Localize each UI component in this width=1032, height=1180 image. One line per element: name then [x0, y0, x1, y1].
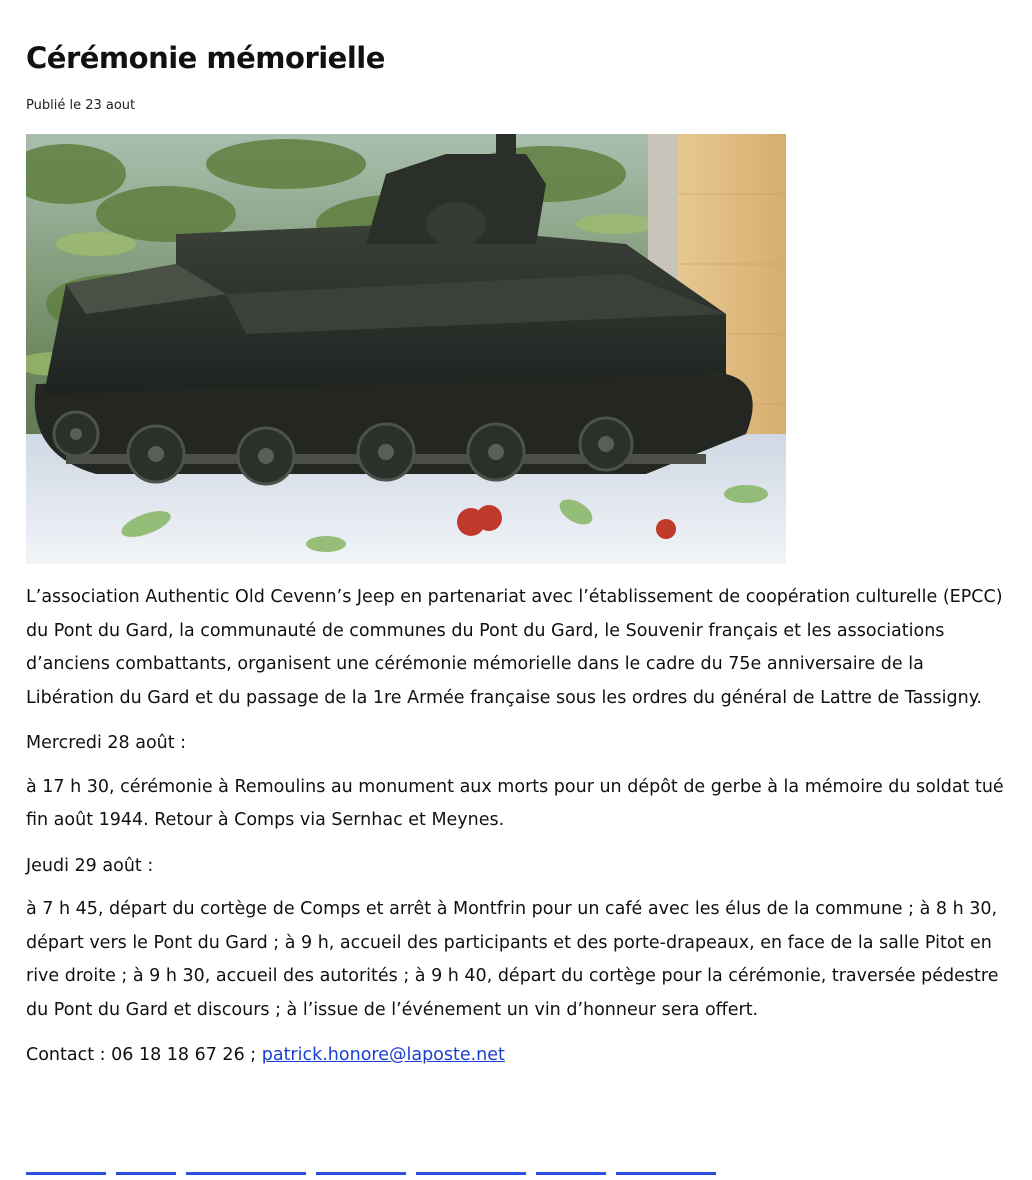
day1-heading: Mercredi 28 août :	[26, 733, 187, 753]
publish-date: Publié le 23 aout	[26, 98, 136, 113]
article	[26, 36, 1006, 1085]
article-photo	[26, 134, 786, 564]
day2-heading: Jeudi 29 août :	[26, 855, 154, 876]
day1-paragraph: à 17 h 30, cérémonie à Remoulins au monument aux morts pour un dépôt de gerbe à la mémoire du soldat tué fin août 1944. Retour à Comps via Sernhac et Meynes.	[26, 776, 1004, 830]
contact-line	[26, 1039, 1006, 1073]
tank-model-photo-icon	[26, 134, 786, 564]
contact-email-link[interactable]: patrick.honore@laposte.net	[261, 1045, 505, 1065]
article-body	[26, 581, 1006, 1073]
contact-label: Contact : 06 18 18 67 26 ;	[26, 1045, 262, 1065]
page-title: Cérémonie mémorielle	[26, 41, 385, 75]
clipped-link-line	[26, 1172, 846, 1180]
day2-paragraph: à 7 h 45, départ du cortège de Comps et arrêt à Montfrin pour un café avec les élus de la commune ; à 8 h 30, départ vers le Pont du Gard ; à 9 h, accueil des participants et des porte-drapeaux, en face de la salle Pitot en rive droite ; à 9 h 30, accueil des autorités ; à 9 h 40, départ du cortège pour la cérémonie, traversée pédestre du Pont du Gard et discours ; à l’issue de l’événement un vin d’honneur sera offert.	[26, 899, 999, 1020]
intro-paragraph: L’association Authentic Old Cevenn’s Jeep en partenariat avec l’établissement de coopération culturelle (EPCC) du Pont du Gard, la communauté de communes du Pont du Gard, le Souvenir français et les associations d’anciens combattants, organisent une cérémonie mémorielle dans le cadre du 75e anniversaire de la Libération du Gard et du passage de la 1re Armée française sous les ordres du général de Lattre de Tassigny.	[26, 587, 1003, 708]
